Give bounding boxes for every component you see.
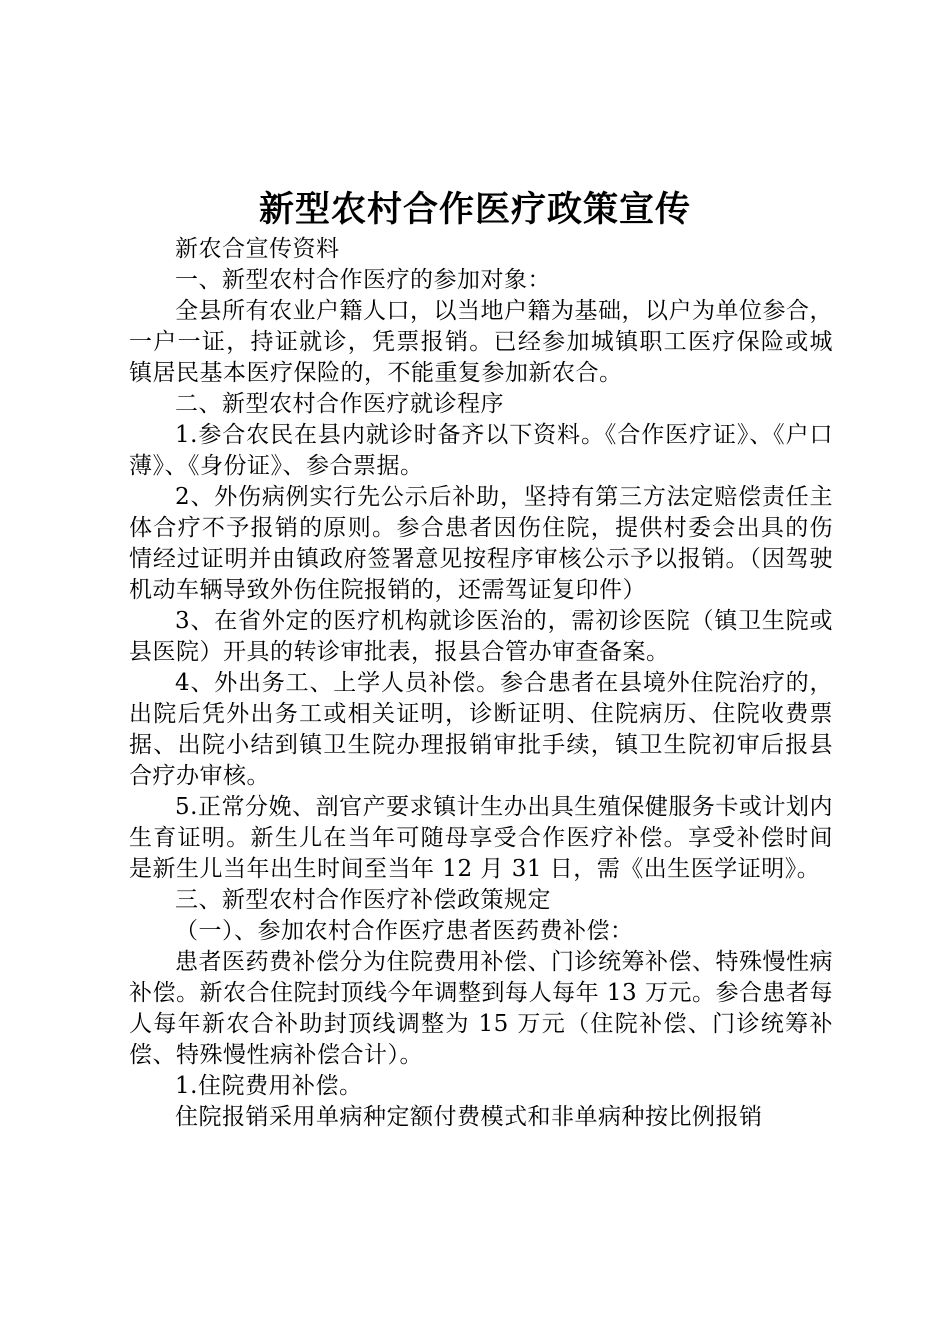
paragraph: 患者医药费补偿分为住院费用补偿、门诊统筹补偿、特殊慢性病补偿。新农合住院封顶线今年调整到每人每年 13 万元。参合患者每人每年新农合补助封顶线调整为 15 万元（住院补偿、门诊统筹补偿、特殊慢性病补偿合计）。	[129, 949, 833, 1068]
paragraph: 5.正常分娩、剖官产要求镇计生办出具生殖保健服务卡或计划内生育证明。新生儿在当年可随母享受合作医疗补偿。享受补偿时间是新生儿当年出生时间至当年 12 月 31 日，需《出生医学证明》。	[129, 794, 833, 882]
section-heading: 二、新型农村合作医疗就诊程序	[175, 391, 504, 417]
section-heading: 三、新型农村合作医疗补偿政策规定	[175, 887, 551, 913]
paragraph: 1.参合农民在县内就诊时备齐以下资料。《合作医疗证》、《户口薄》、《身份证》、参合票据。	[129, 422, 833, 479]
paragraph: 住院报销采用单病种定额付费模式和非单病种按比例报销	[175, 1104, 763, 1130]
document-body	[129, 234, 833, 1133]
section-heading: 一、新型农村合作医疗的参加对象：	[175, 267, 551, 293]
paragraph: 3、在省外定的医疗机构就诊医治的，需初诊医院（镇卫生院或县医院）开具的转诊审批表，报县合管办审查备案。	[129, 608, 833, 665]
subsection-heading: （一）、参加农村合作医疗患者医药费补偿：	[175, 918, 634, 944]
paragraph: 4、外出务工、上学人员补偿。参合患者在县境外住院治疗的，出院后凭外出务工或相关证明，诊断证明、住院病历、住院收费票据、出院小结到镇卫生院办理报销审批手续，镇卫生院初审后报县合疗办审核。	[129, 670, 833, 789]
paragraph: 新农合宣传资料	[175, 236, 340, 262]
paragraph: 全县所有农业户籍人口，以当地户籍为基础，以户为单位参合，一户一证，持证就诊，凭票报销。已经参加城镇职工医疗保险或城镇居民基本医疗保险的，不能重复参加新农合。	[129, 298, 833, 386]
subsection-heading: 1.住院费用补偿。	[175, 1073, 363, 1099]
paragraph: 2、外伤病例实行先公示后补助，坚持有第三方法定赔偿责任主体合疗不予报销的原则。参合患者因伤住院，提供村委会出具的伤情经过证明并由镇政府签署意见按程序审核公示予以报销。（因驾驶机动车辆导致外伤住院报销的，还需驾证复印件）	[129, 484, 833, 603]
document-title: 新型农村合作医疗政策宣传	[258, 189, 691, 230]
